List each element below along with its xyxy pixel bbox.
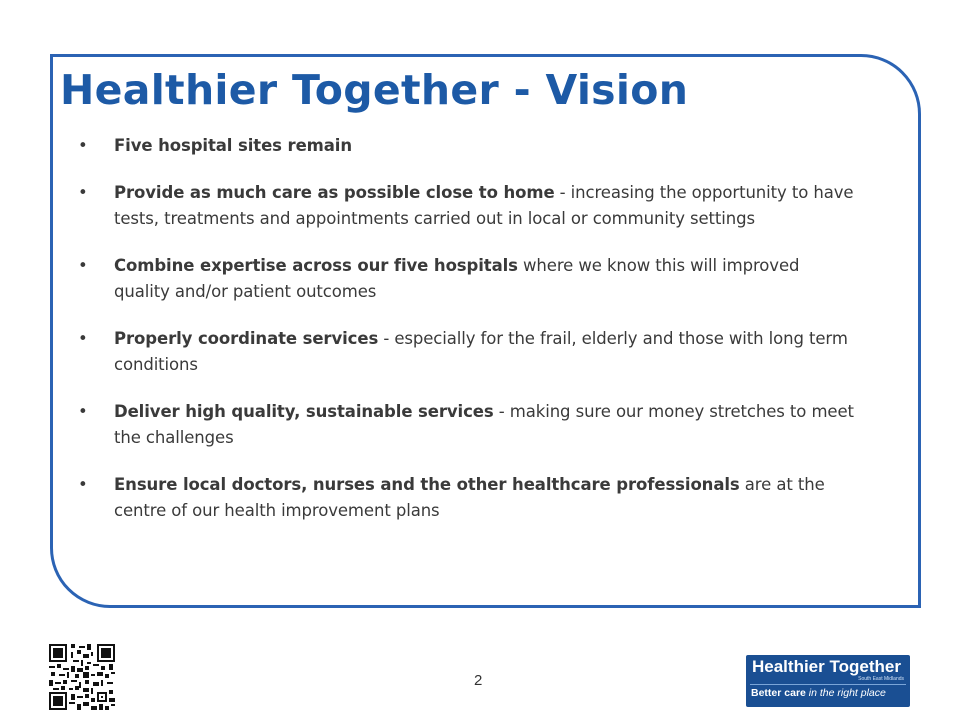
logo-tagline-bold: Better care xyxy=(751,687,806,699)
healthier-together-logo xyxy=(746,655,910,707)
bullet-bold-text: Properly coordinate services xyxy=(114,329,379,348)
qr-code-icon[interactable] xyxy=(49,644,115,710)
bullet-item xyxy=(78,133,858,159)
bullet-dot-icon: • xyxy=(78,256,88,275)
bullet-dot-icon: • xyxy=(78,475,88,494)
slide-title: Healthier Together - Vision xyxy=(60,66,689,114)
logo-tagline-rest: in the right place xyxy=(805,687,886,699)
bullet-bold-text: Combine expertise across our five hospitals xyxy=(114,256,518,275)
page-number: 2 xyxy=(474,672,483,689)
bullet-dot-icon: • xyxy=(78,402,88,421)
logo-divider xyxy=(750,684,906,685)
bullet-dot-icon: • xyxy=(78,183,88,202)
logo-tagline xyxy=(751,687,886,699)
bullet-item xyxy=(78,472,858,524)
bullet-bold-text: Five hospital sites remain xyxy=(114,136,352,155)
bullet-bold-text: Ensure local doctors, nurses and the other healthcare professionals xyxy=(114,475,740,494)
bullet-item xyxy=(78,180,858,232)
bullet-item xyxy=(78,399,858,451)
bullet-item xyxy=(78,326,858,378)
logo-title: Healthier Together xyxy=(752,657,901,676)
bullet-bold-text: Deliver high quality, sustainable services xyxy=(114,402,494,421)
bullet-text: are at the centre of our health improvement plans xyxy=(114,475,825,520)
logo-subtitle: South East Midlands xyxy=(858,676,904,682)
bullet-dot-icon: • xyxy=(78,136,88,155)
bullet-dot-icon: • xyxy=(78,329,88,348)
bullet-item xyxy=(78,253,858,305)
bullet-text: where we know this will improved quality and/or patient outcomes xyxy=(114,256,800,301)
bullet-text: - making sure our money stretches to meet the challenges xyxy=(114,402,854,447)
bullet-bold-text: Provide as much care as possible close to home xyxy=(114,183,555,202)
bullet-list xyxy=(78,133,858,545)
bullet-text: - increasing the opportunity to have tests, treatments and appointments carried out in local or community settings xyxy=(114,183,854,228)
bullet-text: - especially for the frail, elderly and those with long term conditions xyxy=(114,329,848,374)
